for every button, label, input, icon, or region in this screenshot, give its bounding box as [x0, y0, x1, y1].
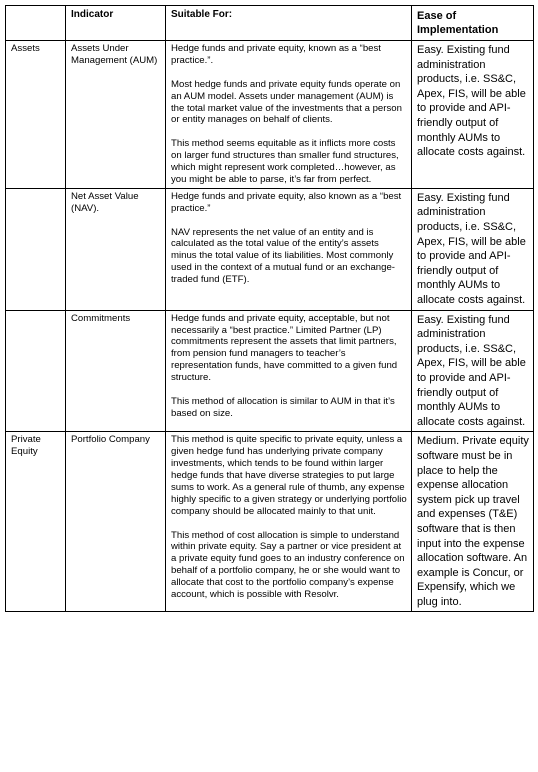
suitable-for-paragraph: This method of cost allocation is simple to understand within private equity. Say a partner or vice president at a private equity fund goes to an industry conference on behalf of a portfolio company, he or she would want to allocate that cost to the portfolio company’s expense account, which is possible with Resolvr. — [171, 529, 405, 601]
suitable-for-cell — [166, 310, 412, 432]
table-row — [6, 188, 534, 310]
header-ease-of-implementation: Ease of Implementation — [412, 6, 534, 41]
ease-cell: Medium. Private equity software must be in place to help the expense allocation system pick up travel and expenses (T&E) software that is then input into the expense allocation software. An example is Concur, or Expensify, which we plug into. — [412, 432, 534, 612]
table-row — [6, 310, 534, 432]
indicator-cell: Commitments — [66, 310, 166, 432]
ease-cell: Easy. Existing fund administration products, i.e. SS&C, Apex, FIS, will be able to provide and API-friendly output of monthly AUMs to allocate costs against. — [412, 41, 534, 189]
table-row — [6, 41, 534, 189]
header-indicator: Indicator — [66, 6, 166, 41]
suitable-for-paragraph: This method is quite specific to private equity, unless a given hedge fund has underlying private company investments, which tends to be found within larger hedge funds that have diverse strategies to put large sums to work. As a general rule of thumb, any expense highly specific to a given strategy or underlying portfolio company should be allocated mainly to that unit. — [171, 434, 407, 517]
table-row — [6, 432, 534, 612]
indicator-cell: Assets Under Management (AUM) — [66, 41, 166, 189]
category-cell: Assets — [6, 41, 66, 189]
suitable-for-cell — [166, 41, 412, 189]
suitable-for-cell — [166, 188, 412, 310]
suitable-for-cell — [166, 432, 412, 612]
category-cell — [6, 188, 66, 310]
allocation-indicator-table — [5, 5, 534, 612]
header-category — [6, 6, 66, 41]
ease-cell: Easy. Existing fund administration products, i.e. SS&C, Apex, FIS, will be able to provide and API-friendly output of monthly AUMs to allocate costs against. — [412, 310, 534, 432]
category-cell — [6, 310, 66, 432]
suitable-for-paragraph: Hedge funds and private equity, acceptable, but not necessarily a “best practice.” Limited Partner (LP) commitments represent the assets that limit partners, from pension fund managers to teacher’s representation funds, have committed to a given fund structure. — [171, 312, 398, 384]
category-cell: Private Equity — [6, 432, 66, 612]
indicator-cell: Net Asset Value (NAV). — [66, 188, 166, 310]
suitable-for-paragraph: Most hedge funds and private equity funds operate on an AUM model. Assets under management (AUM) is the total market value of the investments that a person or entity manages on behalf of clients. — [171, 78, 402, 126]
suitable-for-paragraph: This method of allocation is similar to AUM in that it’s based on size. — [171, 395, 395, 419]
suitable-for-paragraph: Hedge funds and private equity, known as a “best practice.”. — [171, 43, 381, 66]
ease-cell: Easy. Existing fund administration products, i.e. SS&C, Apex, FIS, will be able to provide and API-friendly output of monthly AUMs to allocate costs against. — [412, 188, 534, 310]
header-suitable-for: Suitable For: — [166, 6, 412, 41]
suitable-for-paragraph: This method seems equitable as it inflicts more costs on larger fund structures than smaller fund structures, which might represent work completed…however, as you might be able to parse, it’s far from perfect. — [171, 138, 399, 185]
header-row — [6, 6, 534, 41]
indicator-cell: Portfolio Company — [66, 432, 166, 612]
suitable-for-paragraph: NAV represents the net value of an entity and is calculated as the total value of the entity’s assets minus the total value of its liabilities. Most commonly used in the context of a mutual fund or an exchange-traded fund (ETF). — [171, 226, 396, 286]
suitable-for-paragraph: Hedge funds and private equity, also known as a “best practice.” — [171, 190, 402, 214]
